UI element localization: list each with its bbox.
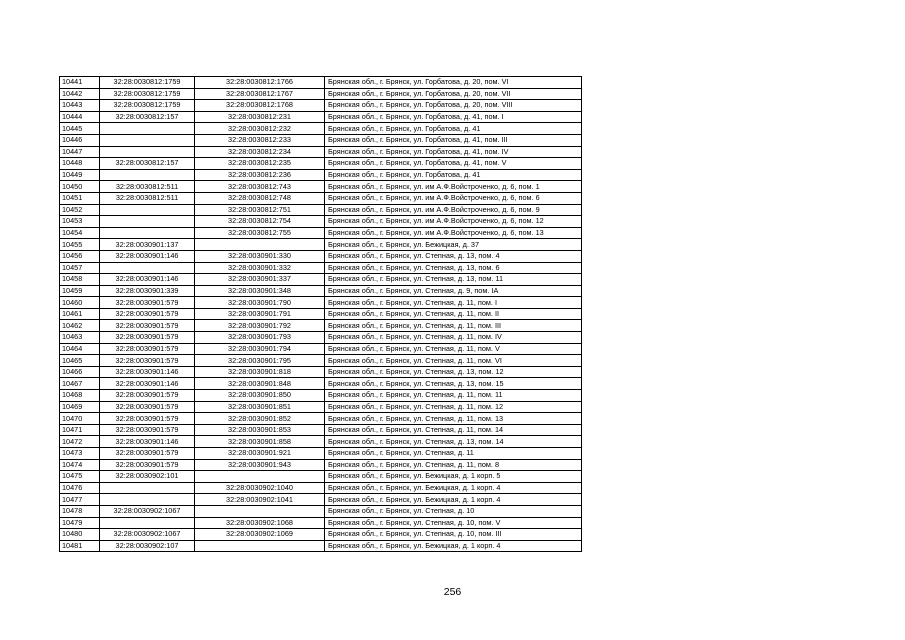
row-number-cell: 10464 <box>60 343 100 355</box>
premises-number-cell: 32:28:0030812:233 <box>195 134 325 146</box>
address-cell: Брянская обл., г. Брянск, ул. Горбатова, д. 41 <box>325 169 582 181</box>
parcel-number-cell: 32:28:0030812:1759 <box>100 100 195 112</box>
row-number-cell: 10447 <box>60 146 100 158</box>
premises-number-cell: 32:28:0030812:231 <box>195 111 325 123</box>
table-row <box>60 505 582 517</box>
table-row <box>60 308 582 320</box>
address-cell: Брянская обл., г. Брянск, ул. Степная, д. 11, пом. I <box>325 297 582 309</box>
table-row <box>60 343 582 355</box>
parcel-number-cell: 32:28:0030812:1759 <box>100 77 195 89</box>
parcel-number-cell <box>100 146 195 158</box>
row-number-cell: 10461 <box>60 308 100 320</box>
table-row <box>60 227 582 239</box>
table-row <box>60 436 582 448</box>
premises-number-cell <box>195 540 325 552</box>
table-row <box>60 366 582 378</box>
parcel-number-cell: 32:28:0030901:137 <box>100 239 195 251</box>
address-cell: Брянская обл., г. Брянск, ул. им А.Ф.Войстроченко, д. 6, пом. 12 <box>325 216 582 228</box>
row-number-cell: 10455 <box>60 239 100 251</box>
address-cell: Брянская обл., г. Брянск, ул. Степная, д. 10, пом. V <box>325 517 582 529</box>
address-cell: Брянская обл., г. Брянск, ул. Степная, д. 13, пом. 11 <box>325 274 582 286</box>
address-cell: Брянская обл., г. Брянск, ул. Бежицкая, д. 1 корп. 4 <box>325 540 582 552</box>
address-cell: Брянская обл., г. Брянск, ул. Степная, д. 9, пом. IA <box>325 285 582 297</box>
parcel-number-cell: 32:28:0030901:339 <box>100 285 195 297</box>
address-cell: Брянская обл., г. Брянск, ул. Степная, д. 11, пом. 12 <box>325 401 582 413</box>
parcel-number-cell: 32:28:0030901:579 <box>100 308 195 320</box>
premises-number-cell: 32:28:0030901:348 <box>195 285 325 297</box>
table-row <box>60 146 582 158</box>
row-number-cell: 10443 <box>60 100 100 112</box>
premises-number-cell: 32:28:0030901:851 <box>195 401 325 413</box>
parcel-number-cell <box>100 204 195 216</box>
table-row <box>60 239 582 251</box>
parcel-number-cell: 32:28:0030901:579 <box>100 320 195 332</box>
table-row <box>60 459 582 471</box>
address-cell: Брянская обл., г. Брянск, ул. Горбатова, д. 41, пом. IV <box>325 146 582 158</box>
premises-number-cell: 32:28:0030812:748 <box>195 192 325 204</box>
row-number-cell: 10479 <box>60 517 100 529</box>
address-cell: Брянская обл., г. Брянск, ул. Степная, д. 11, пом. 11 <box>325 390 582 402</box>
premises-number-cell: 32:28:0030812:755 <box>195 227 325 239</box>
parcel-number-cell <box>100 169 195 181</box>
registry-table-body <box>60 77 582 552</box>
premises-number-cell: 32:28:0030812:232 <box>195 123 325 135</box>
address-cell: Брянская обл., г. Брянск, ул. Бежицкая, д. 37 <box>325 239 582 251</box>
row-number-cell: 10475 <box>60 471 100 483</box>
table-row <box>60 192 582 204</box>
table-row <box>60 413 582 425</box>
table-row <box>60 204 582 216</box>
page-number: 256 <box>443 586 462 598</box>
premises-number-cell: 32:28:0030902:1041 <box>195 494 325 506</box>
premises-number-cell: 32:28:0030812:235 <box>195 158 325 170</box>
table-row <box>60 123 582 135</box>
row-number-cell: 10473 <box>60 448 100 460</box>
parcel-number-cell: 32:28:0030901:579 <box>100 343 195 355</box>
table-row <box>60 540 582 552</box>
row-number-cell: 10444 <box>60 111 100 123</box>
parcel-number-cell: 32:28:0030812:511 <box>100 192 195 204</box>
address-cell: Брянская обл., г. Брянск, ул. Бежицкая, д. 1 корп. 4 <box>325 482 582 494</box>
parcel-number-cell <box>100 216 195 228</box>
table-row <box>60 111 582 123</box>
row-number-cell: 10441 <box>60 77 100 89</box>
row-number-cell: 10480 <box>60 529 100 541</box>
parcel-number-cell: 32:28:0030901:579 <box>100 448 195 460</box>
address-cell: Брянская обл., г. Брянск, ул. им А.Ф.Войстроченко, д. 6, пом. 1 <box>325 181 582 193</box>
table-row <box>60 158 582 170</box>
premises-number-cell: 32:28:0030901:921 <box>195 448 325 460</box>
row-number-cell: 10469 <box>60 401 100 413</box>
table-row <box>60 100 582 112</box>
premises-number-cell: 32:28:0030901:848 <box>195 378 325 390</box>
premises-number-cell: 32:28:0030812:1767 <box>195 88 325 100</box>
table-row <box>60 424 582 436</box>
table-row <box>60 390 582 402</box>
parcel-number-cell <box>100 517 195 529</box>
row-number-cell: 10467 <box>60 378 100 390</box>
parcel-number-cell: 32:28:0030812:157 <box>100 158 195 170</box>
table-row <box>60 517 582 529</box>
row-number-cell: 10472 <box>60 436 100 448</box>
premises-number-cell: 32:28:0030901:818 <box>195 366 325 378</box>
premises-number-cell: 32:28:0030901:858 <box>195 436 325 448</box>
table-row <box>60 378 582 390</box>
row-number-cell: 10477 <box>60 494 100 506</box>
parcel-number-cell <box>100 494 195 506</box>
premises-number-cell: 32:28:0030902:1040 <box>195 482 325 494</box>
row-number-cell: 10458 <box>60 274 100 286</box>
registry-table <box>59 76 582 552</box>
premises-number-cell: 32:28:0030901:794 <box>195 343 325 355</box>
parcel-number-cell <box>100 262 195 274</box>
row-number-cell: 10478 <box>60 505 100 517</box>
parcel-number-cell: 32:28:0030812:1759 <box>100 88 195 100</box>
parcel-number-cell <box>100 227 195 239</box>
row-number-cell: 10460 <box>60 297 100 309</box>
row-number-cell: 10446 <box>60 134 100 146</box>
premises-number-cell: 32:28:0030901:795 <box>195 355 325 367</box>
premises-number-cell: 32:28:0030812:1768 <box>195 100 325 112</box>
address-cell: Брянская обл., г. Брянск, ул. Горбатова, д. 41, пом. V <box>325 158 582 170</box>
table-row <box>60 448 582 460</box>
address-cell: Брянская обл., г. Брянск, ул. Степная, д. 11, пом. III <box>325 320 582 332</box>
parcel-number-cell: 32:28:0030901:146 <box>100 378 195 390</box>
premises-number-cell: 32:28:0030812:1766 <box>195 77 325 89</box>
table-row <box>60 529 582 541</box>
table-row <box>60 134 582 146</box>
row-number-cell: 10449 <box>60 169 100 181</box>
premises-number-cell: 32:28:0030902:1068 <box>195 517 325 529</box>
table-row <box>60 482 582 494</box>
row-number-cell: 10448 <box>60 158 100 170</box>
address-cell: Брянская обл., г. Брянск, ул. Степная, д. 11, пом. V <box>325 343 582 355</box>
premises-number-cell: 32:28:0030901:337 <box>195 274 325 286</box>
row-number-cell: 10453 <box>60 216 100 228</box>
row-number-cell: 10463 <box>60 332 100 344</box>
row-number-cell: 10452 <box>60 204 100 216</box>
address-cell: Брянская обл., г. Брянск, ул. Степная, д. 11, пом. IV <box>325 332 582 344</box>
premises-number-cell: 32:28:0030902:1069 <box>195 529 325 541</box>
table-row <box>60 355 582 367</box>
address-cell: Брянская обл., г. Брянск, ул. Степная, д. 10 <box>325 505 582 517</box>
parcel-number-cell: 32:28:0030812:511 <box>100 181 195 193</box>
row-number-cell: 10466 <box>60 366 100 378</box>
row-number-cell: 10476 <box>60 482 100 494</box>
premises-number-cell: 32:28:0030901:330 <box>195 250 325 262</box>
table-row <box>60 216 582 228</box>
parcel-number-cell <box>100 482 195 494</box>
address-cell: Брянская обл., г. Брянск, ул. Степная, д. 13, пом. 4 <box>325 250 582 262</box>
address-cell: Брянская обл., г. Брянск, ул. Горбатова, д. 41 <box>325 123 582 135</box>
parcel-number-cell: 32:28:0030901:579 <box>100 332 195 344</box>
premises-number-cell: 32:28:0030812:751 <box>195 204 325 216</box>
premises-number-cell <box>195 471 325 483</box>
address-cell: Брянская обл., г. Брянск, ул. им А.Ф.Войстроченко, д. 6, пом. 9 <box>325 204 582 216</box>
parcel-number-cell: 32:28:0030901:579 <box>100 413 195 425</box>
parcel-number-cell: 32:28:0030901:146 <box>100 250 195 262</box>
parcel-number-cell: 32:28:0030901:579 <box>100 297 195 309</box>
premises-number-cell: 32:28:0030901:793 <box>195 332 325 344</box>
row-number-cell: 10468 <box>60 390 100 402</box>
premises-number-cell: 32:28:0030901:853 <box>195 424 325 436</box>
parcel-number-cell: 32:28:0030901:579 <box>100 390 195 402</box>
table-row <box>60 88 582 100</box>
premises-number-cell: 32:28:0030812:743 <box>195 181 325 193</box>
table-row <box>60 285 582 297</box>
address-cell: Брянская обл., г. Брянск, ул. им А.Ф.Войстроченко, д. 6, пом. 6 <box>325 192 582 204</box>
address-cell: Брянская обл., г. Брянск, ул. Горбатова, д. 20, пом. VI <box>325 77 582 89</box>
row-number-cell: 10459 <box>60 285 100 297</box>
row-number-cell: 10481 <box>60 540 100 552</box>
table-row <box>60 320 582 332</box>
row-number-cell: 10470 <box>60 413 100 425</box>
table-row <box>60 471 582 483</box>
row-number-cell: 10471 <box>60 424 100 436</box>
row-number-cell: 10442 <box>60 88 100 100</box>
table-row <box>60 262 582 274</box>
row-number-cell: 10454 <box>60 227 100 239</box>
parcel-number-cell: 32:28:0030901:146 <box>100 366 195 378</box>
table-row <box>60 181 582 193</box>
address-cell: Брянская обл., г. Брянск, ул. Степная, д. 10, пом. III <box>325 529 582 541</box>
address-cell: Брянская обл., г. Брянск, ул. Степная, д. 11 <box>325 448 582 460</box>
premises-number-cell: 32:28:0030901:790 <box>195 297 325 309</box>
premises-number-cell: 32:28:0030901:791 <box>195 308 325 320</box>
row-number-cell: 10457 <box>60 262 100 274</box>
parcel-number-cell: 32:28:0030901:579 <box>100 424 195 436</box>
premises-number-cell: 32:28:0030901:332 <box>195 262 325 274</box>
row-number-cell: 10450 <box>60 181 100 193</box>
table-row <box>60 332 582 344</box>
address-cell: Брянская обл., г. Брянск, ул. Горбатова, д. 41, пом. I <box>325 111 582 123</box>
premises-number-cell <box>195 505 325 517</box>
row-number-cell: 10462 <box>60 320 100 332</box>
row-number-cell: 10451 <box>60 192 100 204</box>
table-row <box>60 169 582 181</box>
table-row <box>60 401 582 413</box>
parcel-number-cell: 32:28:0030901:146 <box>100 274 195 286</box>
row-number-cell: 10456 <box>60 250 100 262</box>
address-cell: Брянская обл., г. Брянск, ул. Степная, д. 11, пом. II <box>325 308 582 320</box>
table-row <box>60 274 582 286</box>
row-number-cell: 10445 <box>60 123 100 135</box>
premises-number-cell: 32:28:0030812:754 <box>195 216 325 228</box>
parcel-number-cell: 32:28:0030901:579 <box>100 355 195 367</box>
row-number-cell: 10474 <box>60 459 100 471</box>
address-cell: Брянская обл., г. Брянск, ул. Степная, д. 13, пом. 6 <box>325 262 582 274</box>
address-cell: Брянская обл., г. Брянск, ул. Горбатова, д. 20, пом. VII <box>325 88 582 100</box>
premises-number-cell: 32:28:0030812:236 <box>195 169 325 181</box>
address-cell: Брянская обл., г. Брянск, ул. Степная, д. 13, пом. 14 <box>325 436 582 448</box>
parcel-number-cell: 32:28:0030901:579 <box>100 459 195 471</box>
table-row <box>60 297 582 309</box>
premises-number-cell: 32:28:0030901:792 <box>195 320 325 332</box>
premises-number-cell: 32:28:0030901:943 <box>195 459 325 471</box>
parcel-number-cell: 32:28:0030902:1067 <box>100 505 195 517</box>
parcel-number-cell <box>100 134 195 146</box>
table-row <box>60 494 582 506</box>
row-number-cell: 10465 <box>60 355 100 367</box>
address-cell: Брянская обл., г. Брянск, ул. Степная, д. 11, пом. 14 <box>325 424 582 436</box>
parcel-number-cell: 32:28:0030812:157 <box>100 111 195 123</box>
premises-number-cell: 32:28:0030901:850 <box>195 390 325 402</box>
premises-number-cell: 32:28:0030812:234 <box>195 146 325 158</box>
address-cell: Брянская обл., г. Брянск, ул. Степная, д. 13, пом. 15 <box>325 378 582 390</box>
premises-number-cell: 32:28:0030901:852 <box>195 413 325 425</box>
address-cell: Брянская обл., г. Брянск, ул. Степная, д. 13, пом. 12 <box>325 366 582 378</box>
parcel-number-cell: 32:28:0030902:107 <box>100 540 195 552</box>
premises-number-cell <box>195 239 325 251</box>
address-cell: Брянская обл., г. Брянск, ул. Степная, д. 11, пом. 8 <box>325 459 582 471</box>
parcel-number-cell: 32:28:0030901:579 <box>100 401 195 413</box>
parcel-number-cell: 32:28:0030902:101 <box>100 471 195 483</box>
address-cell: Брянская обл., г. Брянск, ул. Степная, д. 11, пом. VI <box>325 355 582 367</box>
parcel-number-cell: 32:28:0030901:146 <box>100 436 195 448</box>
parcel-number-cell <box>100 123 195 135</box>
parcel-number-cell: 32:28:0030902:1067 <box>100 529 195 541</box>
address-cell: Брянская обл., г. Брянск, ул. Степная, д. 11, пом. 13 <box>325 413 582 425</box>
table-row <box>60 250 582 262</box>
address-cell: Брянская обл., г. Брянск, ул. Горбатова, д. 20, пом. VIII <box>325 100 582 112</box>
address-cell: Брянская обл., г. Брянск, ул. Горбатова, д. 41, пом. III <box>325 134 582 146</box>
address-cell: Брянская обл., г. Брянск, ул. Бежицкая, д. 1 корп. 4 <box>325 494 582 506</box>
table-row <box>60 77 582 89</box>
address-cell: Брянская обл., г. Брянск, ул. Бежицкая, д. 1 корп. 5 <box>325 471 582 483</box>
address-cell: Брянская обл., г. Брянск, ул. им А.Ф.Войстроченко, д. 6, пом. 13 <box>325 227 582 239</box>
